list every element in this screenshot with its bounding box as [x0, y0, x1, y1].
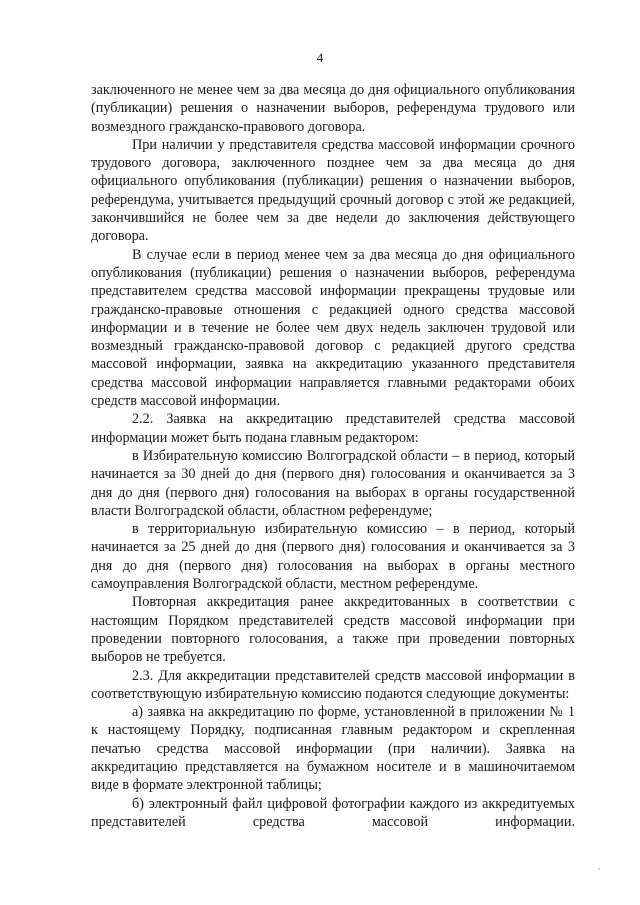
scan-speck: [598, 868, 600, 870]
paragraph-item-a: а) заявка на аккредитацию по форме, установленной в приложении № 1 к настоящему Порядку, подписанная главным редактором и скрепленная печатью средства массовой информации (при наличии). Заявка на аккредитацию представляется на бумажном носителе и в машиночитаемом виде в формате электронной таблицы;: [91, 704, 575, 794]
paragraph-section-2-3: 2.3. Для аккредитации представителей средств массовой информации в соответствующую избирательную комиссию подаются следующие документы:: [91, 667, 575, 702]
paragraph-change-of-editorial: В случае если в период менее чем за два месяца до дня официального опубликования (публикации) решения о назначении выборов, референдума представителем средства массовой информации прекращены трудовые или гражданско-правовые отношения с редакцией одного средства массовой информации и в течение не более чем двух недель заключен трудовой или возмездный гражданско-правовой договор с редакцией другого средства массовой информации, заявка на аккредитацию указанного представителя средства массовой информации направляется главными редакторами обоих средств массовой информации.: [91, 246, 575, 410]
document-body: [91, 81, 575, 831]
paragraph-fixed-term-contract: При наличии у представителя средства массовой информации срочного трудового договора, заключенного позднее чем за два месяца до дня официального опубликования (публикации) решения о назначении выборов, референдума, учитывается предыдущий срочный договор с этой же редакцией, закончившийся не более чем за две недели до заключения действующего договора.: [91, 136, 575, 245]
paragraph-territorial-commission: в территориальную избирательную комиссию – в период, который начинается за 25 дней до дня (первого дня) голосования и оканчивается за 3 дня до дня (первого дня) голосования на выборах в органы местного самоуправления Волгоградской области, местном референдуме.: [91, 521, 575, 593]
page-number: 4: [316, 50, 324, 65]
paragraph-contract-continuation: заключенного не менее чем за два месяца до дня официального опубликования (публикации) решения о назначении выборов, референдума трудового или возмездного гражданско-правового договора.: [91, 82, 575, 135]
paragraph-section-2-2: 2.2. Заявка на аккредитацию представителей средства массовой информации может быть подана главным редактором:: [91, 411, 575, 446]
paragraph-regional-commission: в Избирательную комиссию Волгоградской области – в период, который начинается за 30 дней до дня (первого дня) голосования и оканчивается за 3 дня до дня (первого дня) голосования на выборах в органы государственной власти Волгоградской области, областном референдуме;: [91, 447, 575, 519]
paragraph-repeat-accreditation: Повторная аккредитация ранее аккредитованных в соответствии с настоящим Порядком представителей средств массовой информации при проведении повторного голосования, а также при проведении повторных выборов не требуется.: [91, 594, 575, 666]
paragraph-item-b: б) электронный файл цифровой фотографии каждого из аккредитуемых представителей средства массовой информации.: [91, 795, 575, 830]
